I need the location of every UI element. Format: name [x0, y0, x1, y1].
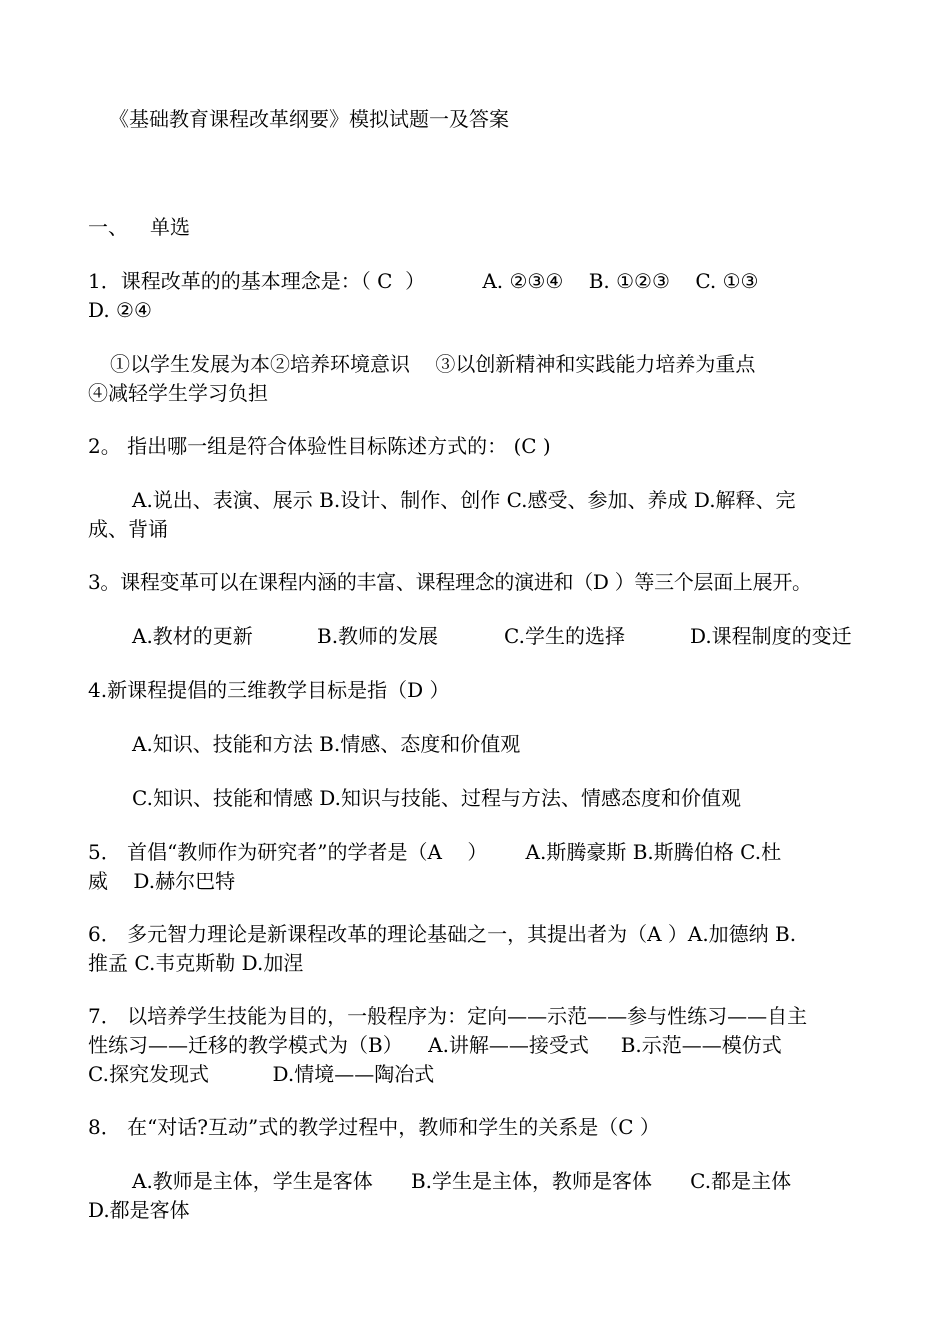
question-4-stem: 4.新课程提倡的三维教学目标是指（D ） — [88, 678, 450, 702]
question-2-options-cont: 成、背诵 — [88, 517, 168, 541]
question-2-stem: 2。 指出哪一组是符合体验性目标陈述方式的： (C ) — [88, 434, 551, 458]
question-6-stem: 6． 多元智力理论是新课程改革的理论基础之一，其提出者为（A ）A.加德纳 B. — [88, 922, 797, 946]
question-3-option-d: D.课程制度的变迁 — [690, 624, 852, 648]
question-3-option-a: A.教材的更新 — [132, 624, 253, 648]
question-7-stem: 7． 以培养学生技能为目的，一般程序为：定向——示范——参与性练习——自主 — [88, 1004, 808, 1028]
question-6-options-cont: 推孟 C.韦克斯勒 D.加涅 — [88, 951, 304, 975]
question-8-stem: 8． 在“对话?互动”式的教学过程中，教师和学生的关系是（C ） — [88, 1115, 660, 1139]
question-2-options: A.说出、表演、展示 B.设计、制作、创作 C.感受、参加、养成 D.解释、完 — [132, 488, 796, 512]
question-4-options-cd: C.知识、技能和情感 D.知识与技能、过程与方法、情感态度和价值观 — [132, 786, 741, 810]
section-label: 单选 — [150, 215, 190, 239]
question-3-option-b: B.教师的发展 — [317, 624, 439, 648]
document-title: 《基础教育课程改革纲要》模拟试题一及答案 — [109, 107, 509, 131]
question-4-options-ab: A.知识、技能和方法 B.情感、态度和价值观 — [132, 732, 521, 756]
question-7-options-cont: C.探究发现式 D.情境——陶冶式 — [88, 1062, 435, 1086]
question-3-option-c: C.学生的选择 — [504, 624, 625, 648]
question-1-statement-4: ④减轻学生学习负担 — [88, 381, 268, 405]
question-5-stem: 5． 首倡“教师作为研究者”的学者是（A ） A.斯腾豪斯 B.斯腾伯格 C.杜 — [88, 840, 782, 864]
question-1-statements: ①以学生发展为本②培养环境意识 ③以创新精神和实践能力培养为重点 — [110, 352, 756, 376]
question-3-options — [132, 622, 852, 651]
question-5-options-cont: 威 D.赫尔巴特 — [88, 869, 236, 893]
question-8-options-cont: D.都是客体 — [88, 1198, 190, 1222]
question-8-options: A.教师是主体，学生是客体 B.学生是主体，教师是客体 C.都是主体 — [132, 1169, 792, 1193]
question-3-stem: 3。课程变革可以在课程内涵的丰富、课程理念的演进和（D ）等三个层面上展开。 — [88, 570, 812, 594]
question-1-stem: 1．课程改革的的基本理念是：（ C ） A. ②③④ B. ①②③ C. ①③ — [88, 269, 759, 293]
question-7-stem-cont: 性练习——迁移的教学模式为（B） A.讲解——接受式 B.示范——模仿式 — [88, 1033, 782, 1057]
question-1-option-d: D. ②④ — [88, 298, 152, 322]
section-number: 一、 — [88, 215, 128, 239]
section-heading — [88, 213, 190, 241]
